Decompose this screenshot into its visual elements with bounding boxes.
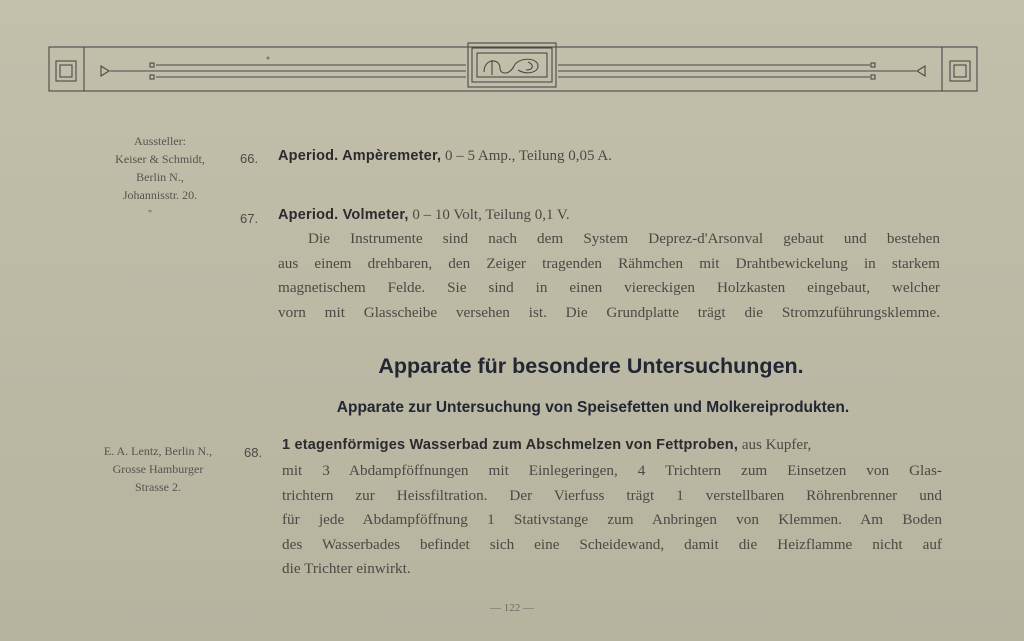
entry-number-68: 68. (244, 445, 263, 460)
entry-66-line (278, 148, 612, 165)
exhibitor-line: Berlin N., (136, 170, 184, 184)
entry-66-title: Aperiod. Ampèremeter, (278, 148, 442, 164)
exhibitor-ditto-mark (140, 206, 160, 224)
paragraph-line: vorn mit Glasscheibe versehen ist. Die Grundplatte trägt die Stromzuführungsklemme. (278, 303, 940, 321)
entry-68-description (282, 459, 942, 582)
entry-68-line (282, 437, 811, 454)
section-heading: Apparate für besondere Untersuchungen. (378, 354, 804, 378)
entry-67-title: Aperiod. Volmeter, (278, 207, 409, 223)
paragraph-line: aus einem drehbaren, den Zeiger tragenden Rähmchen mit Drahtbewickelung in starkem (278, 254, 940, 272)
ornamental-header-band (48, 42, 978, 92)
exhibitor-lentz (76, 442, 240, 496)
paragraph-line: trichtern zur Heissfiltration. Der Vierfuss trägt 1 verstellbaren Röhrenbrenner und (282, 486, 942, 504)
ditto-mark: " (147, 209, 153, 220)
entry-number-66: 66. (240, 151, 259, 166)
paragraph-line: des Wasserbades befindet sich eine Scheidewand, damit die Heizflamme nicht auf (282, 535, 942, 553)
paragraph-line: die Trichter einwirkt. (282, 560, 411, 577)
exhibitor-line: Strasse 2. (135, 480, 181, 494)
page-number: — 122 — (490, 602, 534, 614)
subsection-heading: Apparate zur Untersuchung von Speisefetten und Molkereiprodukten. (336, 399, 850, 416)
exhibitor-line: Grosse Hamburger (112, 462, 204, 476)
exhibitor-line: Keiser & Schmidt, (115, 152, 205, 166)
entry-number-67: 67. (240, 211, 259, 226)
exhibitor-keiser-schmidt (84, 132, 236, 204)
entry-68-title: 1 etagenförmiges Wasserbad zum Abschmelzen von Fettproben, (282, 437, 739, 453)
paragraph-line: magnetischem Felde. Sie sind in einen viereckigen Holzkasten eingebaut, welcher (278, 279, 940, 296)
entry-68-spec: aus Kupfer, (741, 437, 812, 453)
exhibitor-line: Johannisstr. 20. (122, 188, 198, 202)
entry-67-spec: 0 – 10 Volt, Teilung 0,1 V. (412, 207, 570, 223)
paragraph-line: mit 3 Abdampföffnungen mit Einlegeringen, 4 Trichtern zum Einsetzen von Glas- (282, 462, 942, 479)
entry-67-description (278, 227, 940, 325)
exhibitor-line: Aussteller: (134, 134, 186, 148)
entry-67-line (278, 207, 570, 224)
paragraph-line: Die Instrumente sind nach dem System Deprez-d'Arsonval gebaut und bestehen (308, 230, 940, 247)
paragraph-line: für jede Abdampföffnung 1 Stativstange zum Anbringen von Klemmen. Am Boden (282, 511, 942, 528)
exhibitor-line: E. A. Lentz, Berlin N., (103, 444, 213, 458)
entry-66-spec: 0 – 5 Amp., Teilung 0,05 A. (444, 148, 612, 164)
